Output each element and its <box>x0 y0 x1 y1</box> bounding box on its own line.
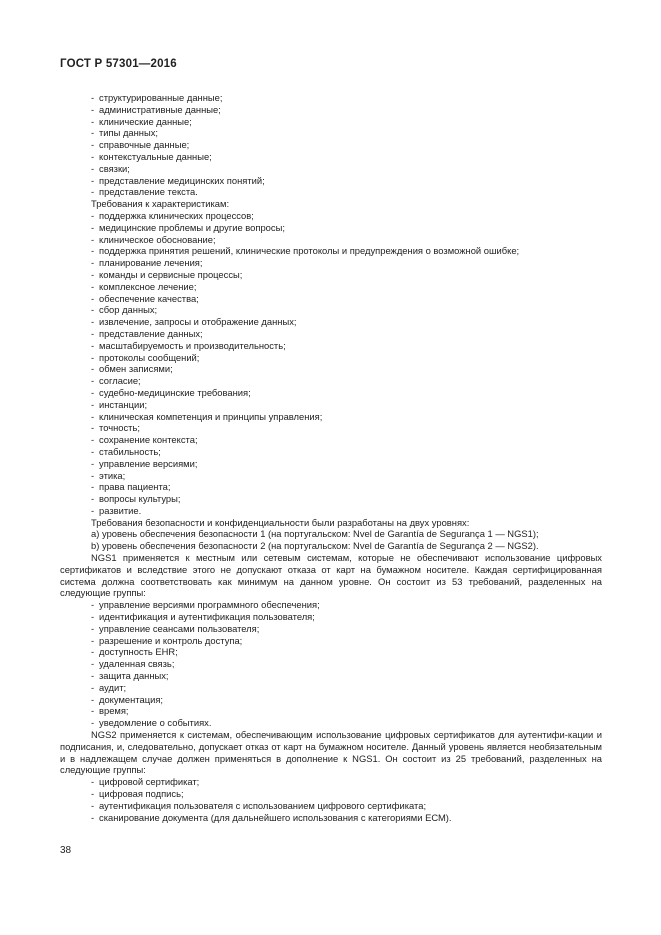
list-item <box>60 387 602 399</box>
list-dash: - <box>91 410 95 422</box>
list-item-text: аутентификация пользователя с использованием цифрового сертификата; <box>99 799 427 811</box>
list-item <box>60 257 602 269</box>
list-item-text: уровень обеспечения безопасности 1 (на португальском: Nvel de Garantía de Segurança 1 — NGS1); <box>102 528 539 540</box>
list-item <box>60 446 602 458</box>
list-item <box>60 717 602 729</box>
list-item-text: документация; <box>99 693 163 705</box>
list-item-text: развитие. <box>99 504 142 516</box>
list-item <box>60 800 602 812</box>
list-item <box>60 234 602 246</box>
list-item <box>60 481 602 493</box>
list-item <box>60 705 602 717</box>
list-dash: - <box>91 316 95 328</box>
list-dash: - <box>91 174 95 186</box>
characteristics-intro: Требования к характеристикам: <box>91 198 230 210</box>
list-dash: - <box>91 422 95 434</box>
list-item-text: клиническая компетенция и принципы управления; <box>99 410 323 422</box>
list-dash: - <box>91 693 95 705</box>
list-item-text: управление версиями программного обеспечения; <box>99 599 320 611</box>
list-item <box>60 151 602 163</box>
list-item <box>60 635 602 647</box>
list-item-text: медицинские проблемы и другие вопросы; <box>99 221 285 233</box>
list-item <box>60 399 602 411</box>
list-dash: - <box>91 504 95 516</box>
ngs1-paragraph: NGS1 применяется к местным или сетевым системам, которые не обеспечивают использование цифровых сертификатов и вследствие этого не допускают отказа от карт на бумажном носителе. Каждая сертифицированная система должна соответствовать как минимум на данном уровне. Он состоит из 53 требований, разделенных на следующие группы: <box>60 552 602 599</box>
list-dash: - <box>91 457 95 469</box>
list-item-text: извлечение, запросы и отображение данных; <box>99 316 297 328</box>
list-dash: - <box>91 186 95 198</box>
list-item-text: цифровой сертификат; <box>99 776 200 788</box>
list-dash: - <box>91 363 95 375</box>
list-item-text: разрешение и контроль доступа; <box>99 634 243 646</box>
list-dash: - <box>91 717 95 729</box>
list-marker: a) <box>91 528 100 540</box>
list-item-text: этика; <box>99 469 126 481</box>
list-data-types <box>60 92 602 198</box>
list-security-levels <box>60 528 602 552</box>
list-dash: - <box>91 127 95 139</box>
list-dash: - <box>91 139 95 151</box>
list-item <box>60 104 602 116</box>
list-dash: - <box>91 386 95 398</box>
security-level-item <box>60 528 602 540</box>
list-item <box>60 682 602 694</box>
list-dash: - <box>91 92 95 103</box>
list-dash: - <box>91 209 95 221</box>
list-item-text: масштабируемость и производительность; <box>99 339 286 351</box>
list-item-text: судебно-медицинские требования; <box>99 386 251 398</box>
list-item-text: справочные данные; <box>99 139 190 151</box>
list-dash: - <box>91 646 95 658</box>
list-item <box>60 599 602 611</box>
list-item-text: планирование лечения; <box>99 257 203 269</box>
list-dash: - <box>91 434 95 446</box>
list-item <box>60 812 602 824</box>
list-item-text: права пациента; <box>99 481 171 493</box>
list-dash: - <box>91 681 95 693</box>
list-dash: - <box>91 469 95 481</box>
list-item <box>60 776 602 788</box>
list-item-text: уведомление о событиях. <box>99 717 212 729</box>
list-dash: - <box>91 280 95 292</box>
list-item-text: управление версиями; <box>99 457 198 469</box>
list-item <box>60 646 602 658</box>
list-item <box>60 458 602 470</box>
list-item <box>60 623 602 635</box>
list-dash: - <box>91 304 95 316</box>
list-dash: - <box>91 445 95 457</box>
list-dash: - <box>91 233 95 245</box>
list-item-text: сохранение контекста; <box>99 434 198 446</box>
list-characteristics <box>60 210 602 517</box>
list-item <box>60 422 602 434</box>
list-ngs1-groups <box>60 599 602 729</box>
list-item-text: вопросы культуры; <box>99 493 181 505</box>
list-item <box>60 316 602 328</box>
list-item-text: обмен записями; <box>99 363 173 375</box>
ngs2-paragraph: NGS2 применяется к системам, обеспечивающим использование цифровых сертификатов для аутентифи-кации и подписания, и, следовательно, допускает отказ от карт на бумажном носителе. Данный уровень является необязательным и в надлежащем случае должен применяться в дополнение к NGS1. Он состоит из 25 требований, разделенных на следующие группы: <box>60 729 602 776</box>
list-item-text: представление текста. <box>99 186 198 198</box>
list-item <box>60 245 602 257</box>
list-item <box>60 175 602 187</box>
list-dash: - <box>91 622 95 634</box>
list-item-text: идентификация и аутентификация пользователя; <box>99 611 315 623</box>
list-item-text: сканирование документа (для дальнейшего использования с категориями ЕСМ). <box>99 811 452 823</box>
list-dash: - <box>91 776 95 788</box>
list-item <box>60 411 602 423</box>
page-number: 38 <box>60 845 72 856</box>
list-item-text: поддержка клинических процессов; <box>99 209 254 221</box>
security-intro: Требования безопасности и конфиденциальности были разработаны на двух уровнях: <box>91 516 470 528</box>
list-dash: - <box>91 493 95 505</box>
list-item-text: клиническое обоснование; <box>99 233 216 245</box>
list-item <box>60 340 602 352</box>
list-dash: - <box>91 481 95 493</box>
list-item-text: сбор данных; <box>99 304 158 316</box>
list-item <box>60 293 602 305</box>
list-dash: - <box>91 221 95 233</box>
list-item <box>60 139 602 151</box>
list-dash: - <box>91 257 95 269</box>
list-item <box>60 163 602 175</box>
security-level-item <box>60 540 602 552</box>
list-item <box>60 186 602 198</box>
list-item <box>60 363 602 375</box>
list-item-text: поддержка принятия решений, клинические протоколы и предупреждения о возможной ошибке; <box>99 245 520 257</box>
list-item <box>60 304 602 316</box>
list-dash: - <box>91 245 95 257</box>
list-dash: - <box>91 268 95 280</box>
list-item <box>60 694 602 706</box>
list-item <box>60 611 602 623</box>
list-item-text: стабильность; <box>99 445 161 457</box>
list-dash: - <box>91 327 95 339</box>
list-dash: - <box>91 658 95 670</box>
list-item <box>60 210 602 222</box>
list-item <box>60 788 602 800</box>
list-item-text: обеспечение качества; <box>99 292 199 304</box>
list-item-text: доступность EHR; <box>99 646 178 658</box>
list-item <box>60 493 602 505</box>
list-dash: - <box>91 611 95 623</box>
list-item <box>60 375 602 387</box>
list-dash: - <box>91 351 95 363</box>
list-marker: b) <box>91 540 100 552</box>
document-header: ГОСТ Р 57301—2016 <box>60 58 177 70</box>
list-item <box>60 92 602 104</box>
list-dash: - <box>91 788 95 800</box>
list-item <box>60 470 602 482</box>
list-ngs2-groups <box>60 776 602 823</box>
list-item-text: защита данных; <box>99 670 169 682</box>
list-item <box>60 269 602 281</box>
list-item-text: инстанции; <box>99 398 148 410</box>
list-item-text: представление данных; <box>99 327 203 339</box>
page-body <box>60 92 602 823</box>
list-dash: - <box>91 599 95 611</box>
list-item-text: цифровая подпись; <box>99 788 184 800</box>
list-item-text: административные данные; <box>99 103 221 115</box>
list-dash: - <box>91 705 95 717</box>
list-item-text: управление сеансами пользователя; <box>99 622 260 634</box>
list-item-text: представление медицинских понятий; <box>99 174 265 186</box>
list-item-text: уровень обеспечения безопасности 2 (на португальском: Nvel de Garantía de Segurança 2 — NGS2). <box>102 540 539 552</box>
list-dash: - <box>91 811 95 823</box>
list-dash: - <box>91 339 95 351</box>
list-item-text: клинические данные; <box>99 115 192 127</box>
list-item-text: типы данных; <box>99 127 159 139</box>
list-dash: - <box>91 292 95 304</box>
list-dash: - <box>91 162 95 174</box>
list-item <box>60 328 602 340</box>
list-item <box>60 670 602 682</box>
list-item-text: согласие; <box>99 375 141 387</box>
list-item <box>60 434 602 446</box>
list-item <box>60 281 602 293</box>
list-item <box>60 658 602 670</box>
list-item <box>60 116 602 128</box>
list-dash: - <box>91 398 95 410</box>
list-item-text: связки; <box>99 162 130 174</box>
list-item-text: удаленная связь; <box>99 658 175 670</box>
list-item <box>60 127 602 139</box>
list-item <box>60 505 602 517</box>
list-dash: - <box>91 670 95 682</box>
list-item-text: команды и сервисные процессы; <box>99 268 243 280</box>
list-item-text: точность; <box>99 422 140 434</box>
list-item-text: протоколы сообщений; <box>99 351 200 363</box>
list-dash: - <box>91 115 95 127</box>
list-item-text: контекстуальные данные; <box>99 150 212 162</box>
list-item <box>60 222 602 234</box>
list-dash: - <box>91 799 95 811</box>
list-item-text: комплексное лечение; <box>99 280 197 292</box>
list-item-text: время; <box>99 705 129 717</box>
list-item <box>60 352 602 364</box>
list-dash: - <box>91 634 95 646</box>
list-item-text: структурированные данные; <box>99 92 223 103</box>
list-dash: - <box>91 103 95 115</box>
list-dash: - <box>91 375 95 387</box>
list-item-text: аудит; <box>99 681 127 693</box>
list-dash: - <box>91 150 95 162</box>
